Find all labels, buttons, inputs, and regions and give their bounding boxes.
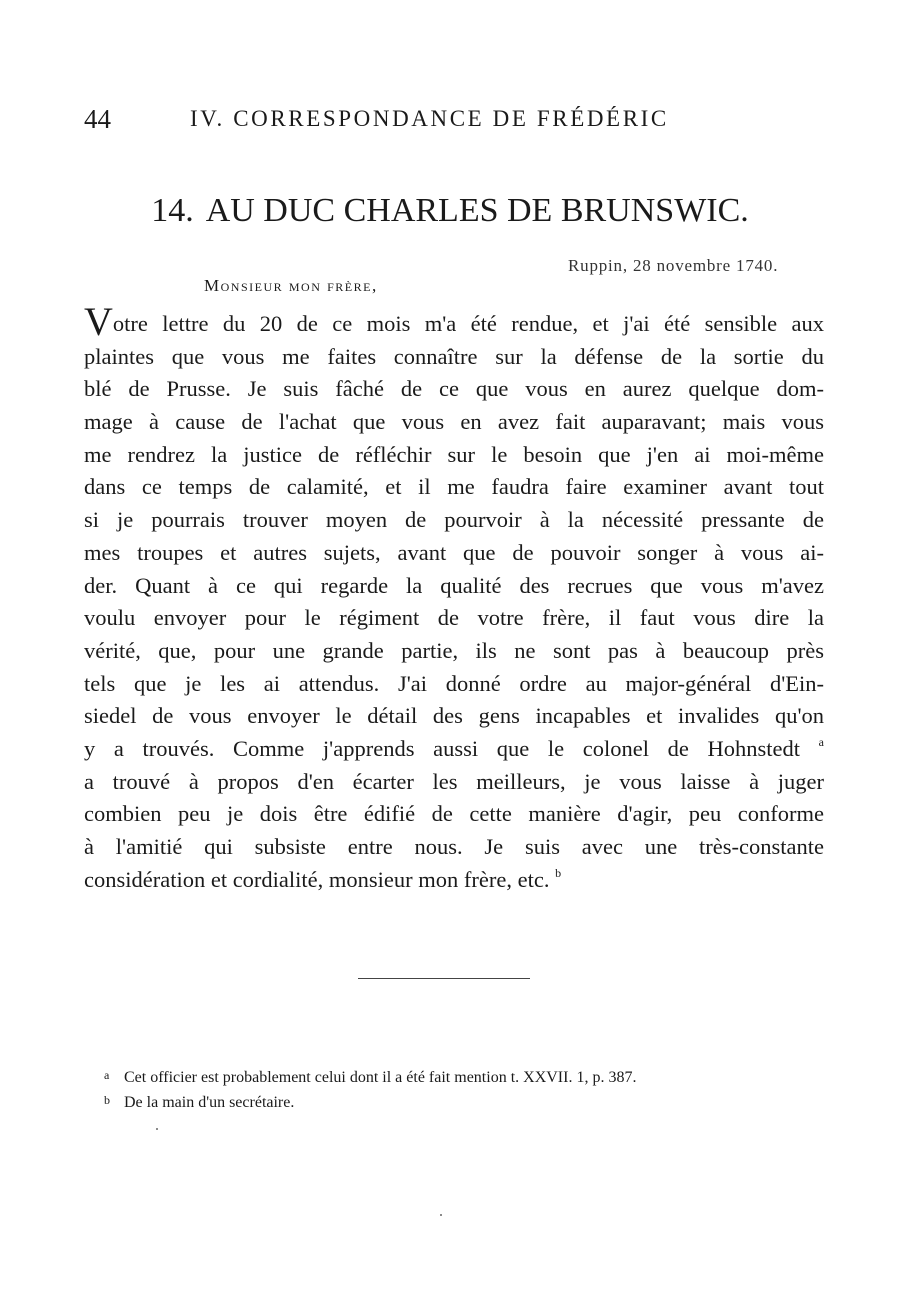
dateline: Ruppin, 28 novembre 1740. [568, 256, 779, 275]
letter-title: AU DUC CHARLES DE BRUNSWIC. [205, 192, 749, 229]
body-line [84, 864, 824, 897]
body-line: siedel de vous envoyer le détail des gens incapables et invalides qu'on [84, 703, 824, 729]
body-line: tels que je les ai attendus. J'ai donné ordre au major-général d'Ein- [84, 670, 824, 696]
body-line: dans ce temps de calamité, et il me faudra faire examiner avant tout [84, 474, 824, 500]
drop-cap: V [84, 299, 113, 344]
body-line: si je pourrais trouver moyen de pourvoir à la nécessité pressante de [84, 507, 824, 533]
body-line-text: otre lettre du 20 de ce mois m'a été rendue, et j'ai été sensible aux [112, 311, 824, 336]
paper-speck [440, 1214, 442, 1216]
body-line: mes troupes et autres sujets, avant que de pouvoir songer à vous ai- [84, 539, 824, 565]
body-line: plaintes que vous me faites connaître sur la défense de la sortie du [84, 343, 824, 369]
body-line: me rendrez la justice de réfléchir sur le besoin que j'en ai moi-même [84, 441, 824, 467]
body-line: blé de Prusse. Je suis fâché de ce que vous en aurez quelque dom- [84, 376, 824, 402]
letter-number: 14. [151, 192, 194, 229]
running-title: IV. CORRESPONDANCE DE FRÉDÉRIC [190, 106, 669, 131]
body-line: voulu envoyer pour le régiment de votre frère, il faut vous dire la [84, 605, 824, 631]
body-line: a trouvé à propos d'en écarter les meilleurs, je vous laisse à juger [84, 768, 824, 794]
body-line [84, 733, 824, 766]
letter-heading [0, 192, 900, 230]
letter-body [84, 299, 824, 896]
page-number: 44 [84, 104, 111, 134]
running-head [84, 104, 724, 144]
footnote-a [104, 1064, 804, 1089]
body-line [84, 299, 824, 344]
body-line-text: y a trouvés. Comme j'apprends aussi que le colonel de Hohnstedt [84, 735, 801, 761]
paper-speck [156, 1128, 158, 1130]
body-line: mage à cause de l'achat que vous en avez fait auparavant; mais vous [84, 409, 824, 435]
footnote-text: Cet officier est probablement celui dont il a été fait mention t. XXVII. 1, p. 387. [124, 1069, 637, 1086]
footnote-ref-b[interactable]: b [555, 865, 562, 880]
footnotes [104, 1064, 804, 1114]
body-line: à l'amitié qui subsiste entre nous. Je suis avec une très-constante [84, 834, 824, 859]
body-line: combien peu je dois être édifié de cette manière d'agir, peu conforme [84, 801, 824, 827]
footnote-mark: a [104, 1068, 110, 1082]
salutation: Monsieur mon frère, [204, 276, 378, 295]
body-line-text: considération et cordialité, monsieur mon frère, etc. [84, 866, 550, 892]
footnote-ref-a[interactable]: a [818, 734, 824, 749]
body-line: der. Quant à ce qui regarde la qualité des recrues que vous m'avez [84, 572, 824, 598]
footnote-b [104, 1089, 804, 1114]
section-rule [358, 978, 530, 979]
footnote-mark: b [104, 1093, 110, 1107]
footnote-text: De la main d'un secrétaire. [124, 1094, 295, 1111]
body-line: vérité, que, pour une grande partie, ils ne sont pas à beaucoup près [84, 637, 824, 663]
